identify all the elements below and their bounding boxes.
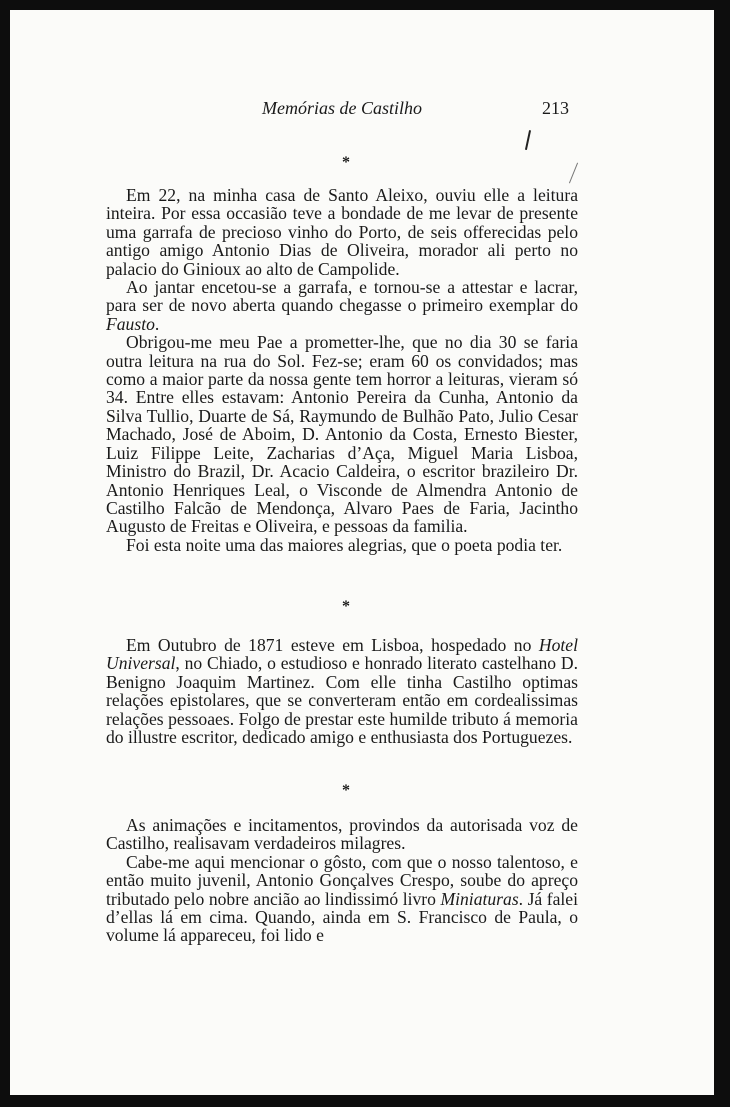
page-header <box>10 98 714 124</box>
text-run: As animações e incitamentos, provindos da autorisada voz de Castilho, realisavam verdadeiros milagres. <box>106 815 578 854</box>
text-section-2 <box>106 636 578 746</box>
italic-text: Hotel Universal <box>106 635 578 674</box>
text-run: , no Chiado, o estudioso e honrado literato castelhano D. Benigno Joaquim Martinez. Com elle tinha Castilho optimas relações epistolares, que se converteram então em cordealissimas relações pessoaes. Folgo de prestar este humilde tributo á memoria do illustre escritor, dedicado amigo e enthusiasta dos Portuguezes. <box>106 653 578 748</box>
running-title: Memórias de Castilho <box>262 98 422 118</box>
text-run: Foi esta noite uma das maiores alegrias, que o poeta podia ter. <box>126 534 563 555</box>
section-separator: * <box>342 782 350 799</box>
section-separator: * <box>342 598 350 615</box>
paragraph <box>106 816 578 853</box>
paragraph <box>106 186 578 278</box>
paragraph <box>106 853 578 945</box>
text-section-3 <box>106 816 578 945</box>
text-section-1 <box>106 186 578 554</box>
text-run: . <box>154 313 160 334</box>
page-number: 213 <box>542 98 569 118</box>
italic-text: Miniaturas <box>440 888 519 909</box>
book-page <box>10 10 714 1095</box>
text-run: . Já falei d’ellas lá em cima. Quando, ainda em S. Francisco de Paula, o volume lá appareceu, foi lido e <box>106 888 578 946</box>
italic-text: Fausto <box>106 313 155 334</box>
text-run: Em 22, na minha casa de Santo Aleixo, ouviu elle a leitura inteira. Por essa occasião teve a bondade de me levar de presente uma garrafa de precioso vinho do Porto, de seis offerecidas pelo antigo amigo Antonio Dias de Oliveira, morador ali perto no palacio do Ginioux ao alto de Campolide. <box>106 185 578 279</box>
paragraph <box>106 333 578 535</box>
text-run: Ao jantar encetou-se a garrafa, e tornou-se a attestar e lacrar, para ser de novo aberta quando chegasse o primeiro exemplar do <box>106 277 578 316</box>
paragraph <box>106 636 578 746</box>
ink-mark <box>525 130 531 150</box>
text-run: Obrigou-me meu Pae a prometter-lhe, que no dia 30 se faria outra leitura na rua do Sol. Fez-se; eram 60 os convidados; mas como a maior parte da nossa gente tem horror a leituras, vieram só 34. Entre elles estavam: Antonio Pereira da Cunha, Antonio da Silva Tullio, Duarte de Sá, Raymundo de Bulhão Pato, Julio Cesar Machado, José de Aboim, D. Antonio da Costa, Ernesto Biester, Luiz Filippe Leite, Zacharias d’Aça, Miguel Maria Lisboa, Ministro do Brazil, Dr. Acacio Caldeira, o escritor brazileiro Dr. Antonio Henriques Leal, o Visconde de Almendra Antonio de Castilho Falcão de Mendonça, Alvaro Paes de Faria, Jacintho Augusto de Freitas e Oliveira, e pessoas da familia. <box>106 332 578 537</box>
section-separator: * <box>342 154 350 171</box>
paragraph <box>106 278 578 333</box>
text-run: Cabe-me aqui mencionar o gôsto, com que o nosso talentoso, e então muito juvenil, Antonio Gonçalves Crespo, soube do apreço tributado pelo nobre ancião ao lindissimó livro <box>106 851 578 909</box>
text-run: Em Outubro de 1871 esteve em Lisboa, hospedado no <box>126 635 539 655</box>
paragraph <box>106 536 578 554</box>
